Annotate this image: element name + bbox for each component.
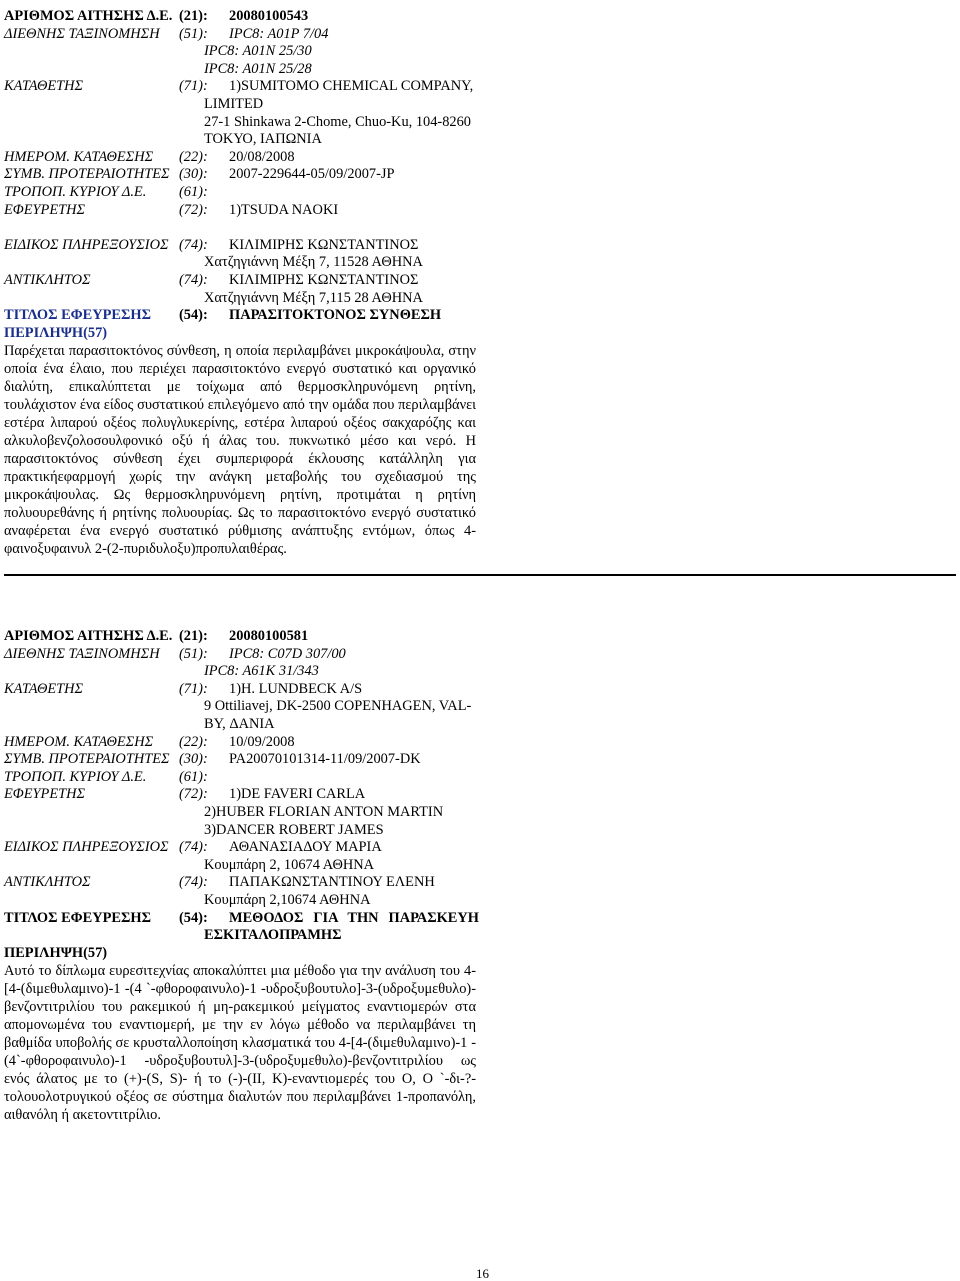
- representative-label: ΑΝΤΙΚΛΗΤΟΣ: [4, 874, 91, 891]
- agent-address: Κουμπάρη 2, 10674 ΑΘΗΝΑ: [204, 856, 375, 873]
- priority-label: ΣΥΜΒ. ΠΡΟΤΕΡΑΙΟΤΗΤΕΣ: [4, 751, 170, 768]
- amendment-code: (61):: [179, 183, 208, 200]
- amendment-code: (61):: [179, 768, 208, 785]
- applicant-line: 1)H. LUNDBECK A/S: [229, 680, 363, 697]
- invention-title: ΜΕΘΟΔΟΣ ΓΙΑ ΤΗΝ ΠΑΡΑΣΚΕΥΗ: [229, 909, 479, 926]
- representative-label: ΑΝΤΙΚΛΗΤΟΣ: [4, 271, 91, 288]
- applicant-label: ΚΑΤΑΘΕΤΗΣ: [4, 78, 84, 95]
- patent-record-2: [4, 628, 960, 1124]
- application-number-code: (21):: [179, 628, 208, 644]
- applicant-address-line: BY, ΔΑΝΙΑ: [204, 715, 275, 732]
- agent-name: ΚΙΛΙΜΙΡΗΣ ΚΩΝΣΤΑΝΤΙΝΟΣ: [229, 236, 419, 253]
- representative-name: ΚΙΛΙΜΙΡΗΣ ΚΩΝΣΤΑΝΤΙΝΟΣ: [229, 271, 419, 288]
- title-label: ΤΙΤΛΟΣ ΕΦΕΥΡΕΣΗΣ: [4, 307, 151, 324]
- representative-address: Κουμπάρη 2,10674 ΑΘΗΝΑ: [204, 891, 371, 908]
- inventor-line: 3)DANCER ROBERT JAMES: [204, 821, 384, 838]
- applicant-address-line: ΤΟΚΥΟ, ΙΑΠΩΝΙΑ: [204, 131, 322, 148]
- ipc-code: (51):: [179, 645, 208, 662]
- priority-value: 2007-229644-05/09/2007-JP: [229, 166, 395, 183]
- page-number: 16: [476, 1266, 489, 1281]
- record-separator: [4, 574, 956, 576]
- amendment-label: ΤΡΟΠΟΠ. ΚΥΡΙΟΥ Δ.Ε.: [4, 768, 147, 785]
- application-number-label: ΑΡΙΘΜΟΣ ΑΙΤΗΣΗΣ Δ.Ε.: [4, 8, 173, 24]
- representative-code: (74):: [179, 271, 208, 288]
- ipc-line: IPC8: A61K 31/343: [204, 663, 319, 680]
- priority-label: ΣΥΜΒ. ΠΡΟΤΕΡΑΙΟΤΗΤΕΣ: [4, 166, 170, 183]
- representative-address: Χατζηγιάννη Μέξη 7,115 28 ΑΘΗΝΑ: [204, 289, 423, 306]
- ipc-line: IPC8: A01N 25/30: [204, 43, 312, 60]
- representative-code: (74):: [179, 874, 208, 891]
- abstract-text: Αυτό το δίπλωμα ευρεσιτεχνίας αποκαλύπτει μια μέθοδο για την ανάλυση του 4-[4-(διμεθυλαμινο)-1 -(4 `-φθοροφαινυλο)-1 -υδροξυβουτυλο]-3-(υδροξυμεθυλο)-βενζοντιτριλίου του ρακεμικού ή μη-ρακεμικού μείγματος εναντιομερών στα απομονωμένα του εναντιομερή, με την εν λόγω μέθοδο να περιλαμβάνει τη βαθμίδα υποβολής σε κρυσταλλοποίηση κλασματικά του 4-[4-(διμεθυλαμινο)-1 -(4`-φθοροφαινυλο)-1 -υδροξυβουτυλ]-3-(υδροξυμεθυλο)-βενζοντιτριλίου ως ενός άλατος με το (+)-(S, S)- ή το (-)-(II, K)-εναντιομερές του O, O `-δι-?-τολουολοτρυγικού οξέος σε σύστημα διαλυτών που περιλαμβάνει 1-προπανόλη, αιθανόλη ή ακετοντιτρίλιο.: [4, 963, 476, 1124]
- priority-code: (30):: [179, 166, 208, 183]
- application-number-label: ΑΡΙΘΜΟΣ ΑΙΤΗΣΗΣ Δ.Ε.: [4, 628, 173, 644]
- ipc-line: IPC8: A01P 7/04: [229, 25, 329, 42]
- abstract-text: Παρέχεται παρασιτοκτόνος σύνθεση, η οποία περιλαμβάνει μικροκάψουλα, στην οποία ένα έλαιο, που περιέχει παρασιτοκτόνο ενεργό συστατικό και οργανικό διαλύτη, επικαλύπτεται με τοίχωμα από θερμοσκληρυνόμενη ρητίνη, τουλάχιστον ένα είδος συστατικού επιλεγόμενο από την ομάδα που περιλαμβάνει εστέρα λιπαρού οξέος πολυγλυκερίνης, εστέρα λιπαρού οξέος σακχαρόζης και αλκυλοβενζολοσουλφονικό οξύ ή άλας του. πυκνωτικό μέσο και νερό. Η παρασιτοκτόνος σύνθεση έχει συμπεριφορά έκλουσης κατάλληλη για πρακτικήεφαρμογή χωρίς την ανάγκη μεταβολής του σχεδιασμού της μικροκάψουλας. Ως θερμοσκληρυνόμενη ρητίνη, προτιμάται η ρητίνη πολυουρεθάνης ή ρητίνης πολυουρίας. Ως το παρασιτοκτόνο ενεργό συστατικό αναφέρεται ένα ενεργό συστατικό ρύθμισης ανάπτυξης εντόμων, όπως 4-φαινοξυφαινυλ 2-(2-πυριδυλοξυ)προπυλαιθέρας.: [4, 343, 476, 558]
- applicant-code: (71):: [179, 78, 208, 95]
- applicant-address-line: 27-1 Shinkawa 2-Chome, Chuo-Ku, 104-8260: [204, 113, 471, 130]
- applicant-line: LIMITED: [204, 95, 264, 112]
- ipc-label: ΔΙΕΘΝΗΣ ΤΑΞΙΝΟΜΗΣΗ: [4, 25, 160, 42]
- agent-name: ΑΘΑΝΑΣΙΑΔΟΥ ΜΑΡΙΑ: [229, 839, 382, 856]
- application-number-value: 20080100543: [229, 8, 309, 24]
- inventor-label: ΕΦΕΥΡΕΤΗΣ: [4, 201, 86, 218]
- amendment-label: ΤΡΟΠΟΠ. ΚΥΡΙΟΥ Δ.Ε.: [4, 183, 147, 200]
- inventor-code: (72):: [179, 201, 208, 218]
- inventor-label: ΕΦΕΥΡΕΤΗΣ: [4, 786, 86, 803]
- filing-date-label: ΗΜΕΡΟΜ. ΚΑΤΑΘΕΣΗΣ: [4, 733, 154, 750]
- representative-name: ΠΑΠΑΚΩΝΣΤΑΝΤΙΝΟΥ ΕΛΕΝΗ: [229, 874, 435, 891]
- priority-value: PA20070101314-11/09/2007-DK: [229, 751, 421, 768]
- inventor-line: 1)TSUDA NAOKI: [229, 201, 339, 218]
- title-code: (54):: [179, 307, 208, 324]
- inventor-line: 1)DE FAVERI CARLA: [229, 786, 366, 803]
- application-number-code: (21):: [179, 8, 208, 24]
- ipc-line: IPC8: C07D 307/00: [229, 645, 346, 662]
- agent-label: ΕΙΔΙΚΟΣ ΠΛΗΡΕΞΟΥΣΙΟΣ: [4, 839, 169, 856]
- filing-date-code: (22):: [179, 733, 208, 750]
- invention-title: ΠΑΡΑΣΙΤΟΚΤΟΝΟΣ ΣΥΝΘΕΣΗ: [229, 307, 442, 324]
- filing-date-value: 20/08/2008: [229, 148, 295, 165]
- priority-code: (30):: [179, 751, 208, 768]
- abstract-label: ΠΕΡΙΛΗΨΗ(57): [4, 944, 108, 961]
- abstract-label: ΠΕΡΙΛΗΨΗ(57): [4, 324, 108, 341]
- inventor-code: (72):: [179, 786, 208, 803]
- title-label: ΤΙΤΛΟΣ ΕΦΕΥΡΕΣΗΣ: [4, 909, 151, 926]
- filing-date-label: ΗΜΕΡΟΜ. ΚΑΤΑΘΕΣΗΣ: [4, 148, 154, 165]
- title-code: (54):: [179, 909, 208, 926]
- applicant-line: 1)SUMITOMO CHEMICAL COMPANY,: [229, 78, 474, 95]
- ipc-code: (51):: [179, 25, 208, 42]
- agent-code: (74):: [179, 839, 208, 856]
- agent-code: (74):: [179, 236, 208, 253]
- applicant-address-line: 9 Ottiliavej, DK-2500 COPENHAGEN, VAL-: [204, 698, 472, 715]
- agent-address: Χατζηγιάννη Μέξη 7, 11528 ΑΘΗΝΑ: [204, 254, 423, 271]
- ipc-line: IPC8: A01N 25/28: [204, 60, 312, 77]
- filing-date-value: 10/09/2008: [229, 733, 295, 750]
- applicant-label: ΚΑΤΑΘΕΤΗΣ: [4, 680, 84, 697]
- invention-title-continued: ΕΣΚΙΤΑΛΟΠΡΑΜΗΣ: [204, 927, 342, 944]
- applicant-code: (71):: [179, 680, 208, 697]
- filing-date-code: (22):: [179, 148, 208, 165]
- ipc-label: ΔΙΕΘΝΗΣ ΤΑΞΙΝΟΜΗΣΗ: [4, 645, 160, 662]
- application-number-value: 20080100581: [229, 628, 309, 644]
- agent-label: ΕΙΔΙΚΟΣ ΠΛΗΡΕΞΟΥΣΙΟΣ: [4, 236, 169, 253]
- inventor-line: 2)HUBER FLORIAN ANTON MARTIN: [204, 803, 444, 820]
- patent-record-1: [4, 8, 960, 558]
